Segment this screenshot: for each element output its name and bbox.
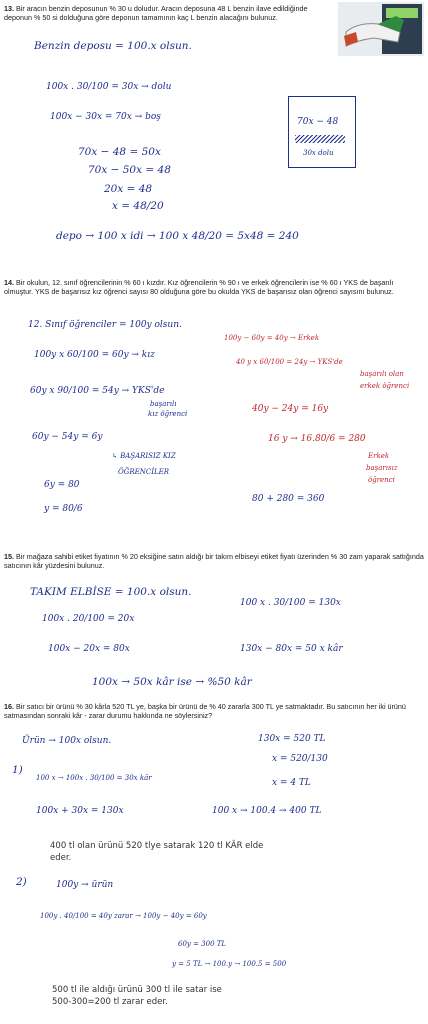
- q14-hw-red-7: Erkek: [368, 452, 390, 460]
- q13-hw-line-6: 20x = 48: [104, 183, 153, 195]
- q16-body: Bir satıcı bir ürünü % 30 kârla 520 TL ye, başka bir ürünü de % 40 zararla 300 TL ye satmaktadır. Bu satıcının her iki ürünü satmasından sonraki kâr - zarar durumu hakkında ne söylersiniz?: [4, 702, 406, 721]
- scribble-mark: [295, 135, 345, 143]
- q14-hw-red-9: öğrenci: [368, 476, 395, 484]
- q13-hw-line-2: 100x . 30/100 = 30x → dolu: [46, 82, 172, 92]
- q16-hw-line-3: 1): [12, 764, 23, 776]
- q16-hw-line-9: 2): [16, 876, 27, 888]
- q14-body: Bir okulun, 12. sınıf öğrencilerinin % 60 ı kızdır. Kız öğrencilerin % 90 ı ve erkek öğrencilerin ise % 60 ı YKS de başarılı olmuştur. YKS de başarısız kız öğrenci sayısı 80 olduğuna göre bu okulda YKS de başarısız olan öğrenci sayısını bulunuz.: [4, 278, 394, 297]
- q16-answer-2-line-2: 500-300=200 tl zarar eder.: [52, 997, 168, 1007]
- q16-answer-1: [50, 840, 263, 864]
- q16-hw-line-13: y = 5 TL → 100.y → 100.5 = 500: [172, 960, 287, 968]
- q16-answer-2: [52, 984, 222, 1008]
- q15-body: Bir mağaza sahibi etiket fiyatının % 20 eksiğine satın aldığı bir takım elbiseyi etiket fiyatı üzerinden % 30 zam yaparak sattığında satıcının kâr yüzdesini bulunuz.: [4, 552, 424, 571]
- q14-hw-blue-6: 60y − 54y = 6y: [32, 432, 103, 442]
- q14-hw-blue-8: ÖĞRENCİLER: [118, 468, 169, 476]
- q14-hw-red-2: 40 y x 60/100 = 24y → YKS'de: [236, 358, 343, 366]
- q13-hw-line-7: x = 48/20: [112, 200, 164, 212]
- q14-hw-red-5: 40y − 24y = 16y: [252, 404, 329, 414]
- q15-hw-line-4: 100x − 20x = 80x: [48, 644, 130, 654]
- q13-side-box: [288, 96, 356, 168]
- q14-hw-red-3: başarılı olan: [360, 370, 404, 378]
- q14-hw-blue-4: başarılı: [150, 400, 177, 408]
- q13-hw-line-1: Benzin deposu = 100.x olsun.: [34, 40, 192, 52]
- q14-hw-red-6: 16 y → 16.80/6 = 280: [268, 434, 366, 444]
- q15-text: [4, 552, 424, 571]
- q13-hw-line-5: 70x − 50x = 48: [88, 164, 171, 176]
- q16-hw-line-10: 100y → ürün: [56, 880, 114, 890]
- q13-number: 13.: [4, 4, 14, 13]
- q14-hw-red-4: erkek öğrenci: [360, 382, 410, 390]
- q14-hw-blue-9: 6y = 80: [44, 480, 80, 490]
- q14-hw-blue-10: y = 80/6: [44, 504, 83, 514]
- q16-hw-line-12: 60y = 300 TL: [178, 940, 227, 948]
- q14-hw-blue-5: kız öğrenci: [148, 410, 188, 418]
- q14-hw-red-1: 100y − 60y = 40y → Erkek: [224, 334, 320, 342]
- q16-number: 16.: [4, 702, 14, 711]
- q16-hw-line-7: 100x + 30x = 130x: [36, 806, 124, 816]
- q15-hw-line-2: 100 x . 30/100 = 130x: [240, 598, 341, 608]
- q16-hw-line-6: x = 4 TL: [272, 778, 311, 788]
- q16-hw-line-4: 100 x → 100x . 30/100 = 30x kâr: [36, 774, 152, 782]
- q13-hw-line-8: depo → 100 x idi → 100 x 48/20 = 5x48 = 240: [56, 230, 299, 242]
- q15-hw-line-3: 100x . 20/100 = 20x: [42, 614, 135, 624]
- q13-text: [4, 4, 310, 23]
- q16-hw-line-11: 100y . 40/100 = 40y zarar → 100y − 40y = 60y: [40, 912, 207, 920]
- q14-hw-red-8: başarısız: [366, 464, 398, 472]
- q15-hw-line-6: 100x → 50x kâr ise → %50 kâr: [92, 676, 252, 688]
- q16-hw-line-2: 130x = 520 TL: [258, 734, 326, 744]
- q16-answer-1-line-2: eder.: [50, 853, 72, 863]
- q16-hw-line-1: Ürün → 100x olsun.: [22, 736, 112, 746]
- q14-hw-blue-2: 100y x 60/100 = 60y → kız: [34, 350, 155, 360]
- q15-number: 15.: [4, 552, 14, 561]
- q14-hw-blue-7: ↳ BAŞARISIZ KIZ: [112, 452, 176, 460]
- q13-hw-line-4: 70x − 48 = 50x: [78, 146, 161, 158]
- q14-hw-blue-1: 12. Sınıf öğrenciler = 100y olsun.: [28, 320, 182, 330]
- q13-box-line-2: 30x dolu: [303, 149, 334, 157]
- q16-hw-line-5: x = 520/130: [272, 754, 328, 764]
- fuel-pump-image: [338, 2, 424, 56]
- q14-text: [4, 278, 424, 297]
- q15-hw-line-5: 130x − 80x = 50 x kâr: [240, 644, 343, 654]
- q13-box-line-1: 70x − 48: [297, 117, 339, 127]
- q14-number: 14.: [4, 278, 14, 287]
- q13-hw-line-3: 100x − 30x = 70x → boş: [50, 112, 161, 122]
- q16-answer-2-line-1: 500 tl ile aldığı ürünü 300 tl ile satar ise: [52, 985, 222, 995]
- q16-hw-line-8: 100 x → 100.4 → 400 TL: [212, 806, 322, 816]
- q15-hw-line-1: TAKIM ELBİSE = 100.x olsun.: [30, 586, 192, 598]
- q13-body: Bir aracın benzin deposunun % 30 u doludur. Aracın deposuna 48 L benzin ilave edildiğinde deponun % 50 si dolduğuna göre deponun tamamının kaç L benzin alacağını bulunuz.: [4, 4, 308, 23]
- q16-answer-1-line-1: 400 tl olan ürünü 520 tlye satarak 120 tl KÂR elde: [50, 841, 264, 851]
- q16-text: [4, 702, 424, 721]
- q14-hw-blue-11: 80 + 280 = 360: [252, 494, 325, 504]
- q14-hw-blue-3: 60y x 90/100 = 54y → YKS'de: [30, 386, 165, 396]
